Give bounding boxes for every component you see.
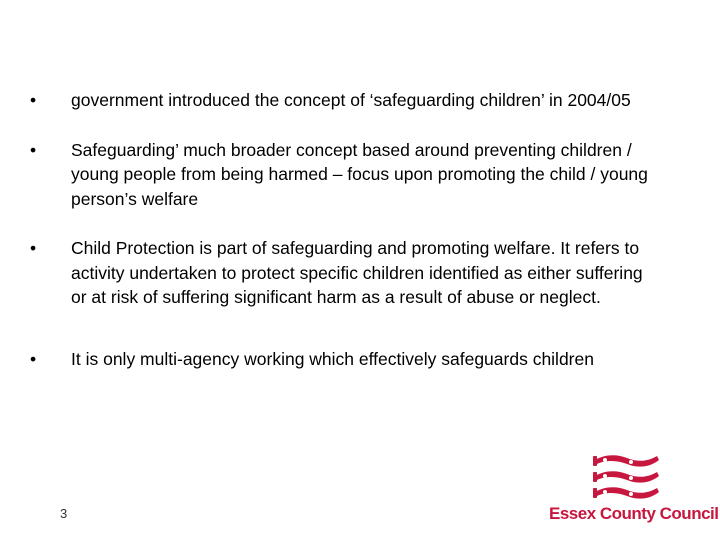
bullet-item: [30, 88, 660, 113]
bullet-icon: •: [30, 238, 37, 258]
bullet-item: [30, 347, 660, 372]
bullet-text: Child Protection is part of safeguarding and promoting welfare. It refers to activity undertaken to protect specific children identified as either suffering or at risk of suffering significant harm as a result of abuse or neglect.: [71, 238, 643, 307]
bullet-text: Safeguarding’ much broader concept based around preventing children / young people from being harmed – focus upon promoting the child / young person’s welfare: [71, 139, 648, 209]
essex-county-council-logo: [545, 450, 719, 528]
bullet-icon: •: [30, 348, 37, 369]
bullet-icon: •: [30, 90, 37, 110]
bullet-item: [30, 138, 660, 212]
bullet-list: [30, 88, 660, 396]
bullet-text: It is only multi-agency working which effectively safeguards children: [71, 348, 594, 369]
bullet-item: [30, 236, 660, 310]
slide-number: 3: [60, 506, 68, 521]
bullet-text: government introduced the concept of ‘safeguarding children’ in 2004/05: [71, 90, 631, 110]
seaxes-icon: [591, 450, 661, 502]
bullet-icon: •: [30, 139, 37, 160]
logo-text: Essex County Council: [549, 504, 719, 523]
